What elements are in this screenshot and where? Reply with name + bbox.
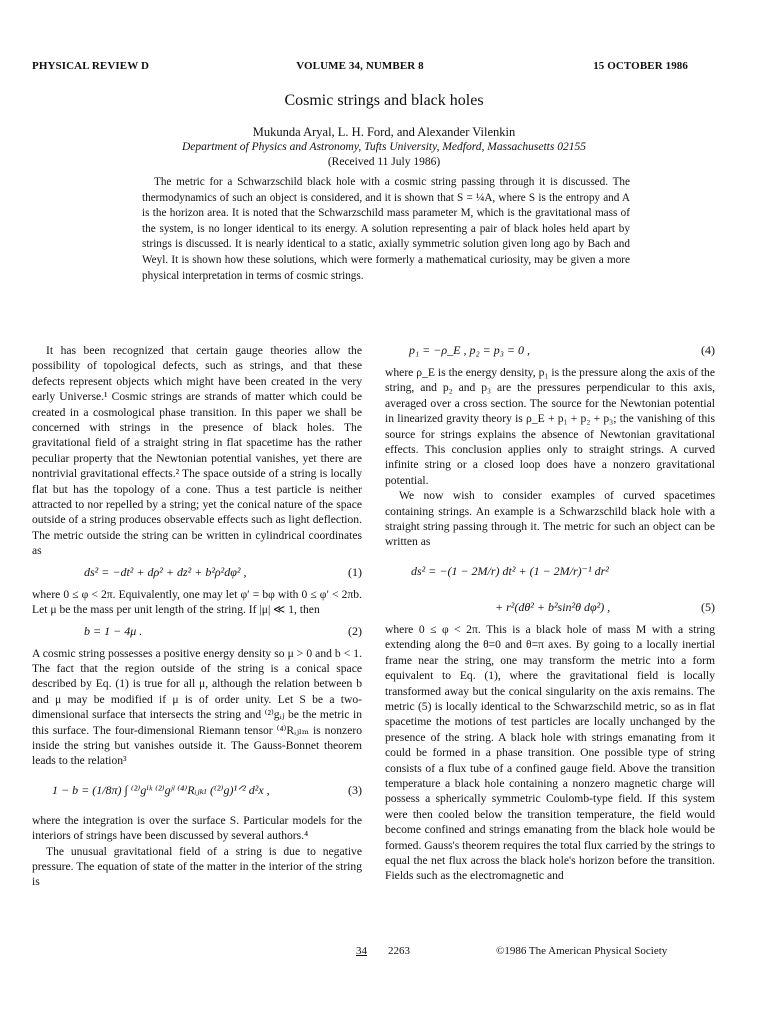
equation-number: (5) bbox=[701, 599, 715, 614]
paragraph: where 0 ≤ φ < 2π. This is a black hole of mass M with a string extending along the θ=0 and θ=π axes. By going to a locally inertial frame near the string, one may transform the metric into a form equivalent to Eq. (1), where the gravitational field is locally transformed away but the conical singularity on the axis remains. The metric (5) is locally identical to the Schwarzschild metric, so as in flat spacetime the motions of test particles are locally unchanged by the presence of the string. A black hole with strings emanating from it could be formed in a phase transition. One possible type of string consists of a flux tube of a confined gauge field. Above the transition temperature a black hole containing a nonzero magnetic charge will possess a spherically symmetric Coulomb-type field. If this system were then cooled below the transition temperature, the field would become confined and strings emanating from the black hole would be formed. Gauss's theorem requires the total flux carried by the strings to equal the net flux across the black hole's horizon before the transition. Fields such as the electromagnetic and bbox=[385, 622, 715, 883]
equation-expression: + r²(dθ² + b²sin²θ dφ²) , bbox=[495, 599, 611, 614]
affiliation: Department of Physics and Astronomy, Tufts University, Medford, Massachusetts 02155 bbox=[182, 141, 586, 153]
equation-expression: ds² = −(1 − 2M/r) dt² + (1 − 2M/r)⁻¹ dr² bbox=[411, 563, 609, 578]
equation-number: (4) bbox=[701, 343, 715, 357]
footer-volume: 34 bbox=[356, 945, 367, 957]
equation-5a bbox=[385, 550, 715, 594]
equation-expression: 1 − b = (1/8π) ∫ ⁽²⁾gⁱᵏ ⁽²⁾gʲˡ ⁽⁴⁾Rᵢⱼₖₗ (⁽²⁾g)¹ᐟ² d²x , bbox=[52, 782, 270, 797]
equation-expression: ds² = −dt² + dρ² + dz² + b²ρ²dφ² , bbox=[84, 564, 247, 579]
equation-3 bbox=[32, 769, 362, 813]
paragraph: The unusual gravitational field of a string is due to negative pressure. The equation of state of the matter in the interior of the string is bbox=[32, 844, 362, 889]
equation-5b bbox=[385, 594, 715, 622]
page-footer bbox=[0, 945, 768, 961]
issue-date: 15 OCTOBER 1986 bbox=[593, 60, 688, 72]
page-number: 2263 bbox=[388, 945, 410, 957]
left-column bbox=[32, 343, 362, 890]
paper-title: Cosmic strings and black holes bbox=[284, 92, 484, 109]
equation-expression: p₁ = −ρ_E , p₂ = p₃ = 0 , bbox=[409, 343, 530, 357]
running-header bbox=[32, 60, 688, 76]
paragraph: We now wish to consider examples of curved spacetimes containing strings. An example is a Schwarzschild black hole with a straight string passing through it. The metric for such an object can be written as bbox=[385, 489, 715, 549]
received-date: (Received 11 July 1986) bbox=[327, 156, 441, 168]
abstract-text: The metric for a Schwarzschild black hole with a cosmic string passing through it is discussed. The thermodynamics of such an object is considered, and it is shown that S = ¼A, where S is the entropy and A is the horizon area. It is noted that the Schwarzschild mass parameter M, which is the gravitational mass of the system, is no longer identical to its energy. A solution representing a pair of black holes held apart by strings is discussed. It is nearly identical to a static, axially symmetric solution given long ago by Bach and Weyl. It is shown how these solutions, which were formerly a mathematical curiosity, may be given a more physical interpretation in terms of cosmic strings. bbox=[142, 176, 630, 282]
equation-number: (2) bbox=[348, 623, 362, 638]
equation-expression: b = 1 − 4μ . bbox=[84, 623, 143, 638]
equation-number: (1) bbox=[348, 564, 362, 579]
equation-1 bbox=[32, 559, 362, 587]
volume-number: VOLUME 34, NUMBER 8 bbox=[296, 60, 424, 72]
equation-2 bbox=[32, 618, 362, 646]
author-list: Mukunda Aryal, L. H. Ford, and Alexander Vilenkin bbox=[252, 125, 516, 139]
paragraph: It has been recognized that certain gauge theories allow the possibility of topological defects, such as strings, and that these defects represent objects which might have been created in the very early Universe.¹ Cosmic strings are strands of matter which could be created in a cosmological phase transition. In this paper we shall be concerned with strings in the presence of black holes. The gravitational field of a straight string in flat spacetime has the rather peculiar property that the Newtonian potential vanishes, yet there are nontrivial gravitational effects.² The space outside of a string is locally flat but has the topology of a cone. Thus a test particle is neither attracted to nor repelled by a string; yet the conical nature of the space outside of a string produces observable effects such as light deflection. The metric outside the string can be written in cylindrical coordinates as bbox=[32, 344, 362, 558]
equation-number: (3) bbox=[348, 782, 362, 797]
equation-4 bbox=[385, 343, 715, 365]
paragraph: where 0 ≤ φ < 2π. Equivalently, one may let φ′ = bφ with 0 ≤ φ′ < 2πb. Let μ be the mass per unit length of the string. If |μ| ≪ 1, then bbox=[32, 587, 362, 617]
abstract bbox=[142, 175, 630, 284]
journal-name: PHYSICAL REVIEW D bbox=[32, 60, 150, 72]
paragraph: where the integration is over the surface S. Particular models for the interiors of strings have been discussed by several authors.⁴ bbox=[32, 813, 362, 843]
right-column bbox=[385, 343, 715, 884]
paragraph: where ρ_E is the energy density, p₁ is the pressure along the axis of the string, and p₂ and p₃ are the pressures perpendicular to this axis, averaged over a cross section. The source for the Newtonian potential in linearized gravity theory is ρ_E + p₁ + p₂ + p₃; the vanishing of this source for strings explains the absence of Newtonian gravitational effects. This conclusion applies only to straight strings. A curved infinite string or a closed loop does have a nonzero gravitational potential. bbox=[385, 366, 715, 487]
paragraph: A cosmic string possesses a positive energy density so μ > 0 and b < 1. The fact that the region outside of the string is a conical space described by Eq. (1) is true for all μ, although the relation between b and μ may be modified if μ is of order unity. Let S be a two-dimensional surface that intersects the string and ⁽²⁾gᵢⱼ be the metric in this surface. The four-dimensional Riemann tensor ⁽⁴⁾Rᵢⱼₗₘ is nonzero inside the string but vanishes outside it. The Gauss-Bonnet theorem leads to the relation³ bbox=[32, 646, 362, 768]
copyright-notice: ©1986 The American Physical Society bbox=[496, 945, 668, 957]
